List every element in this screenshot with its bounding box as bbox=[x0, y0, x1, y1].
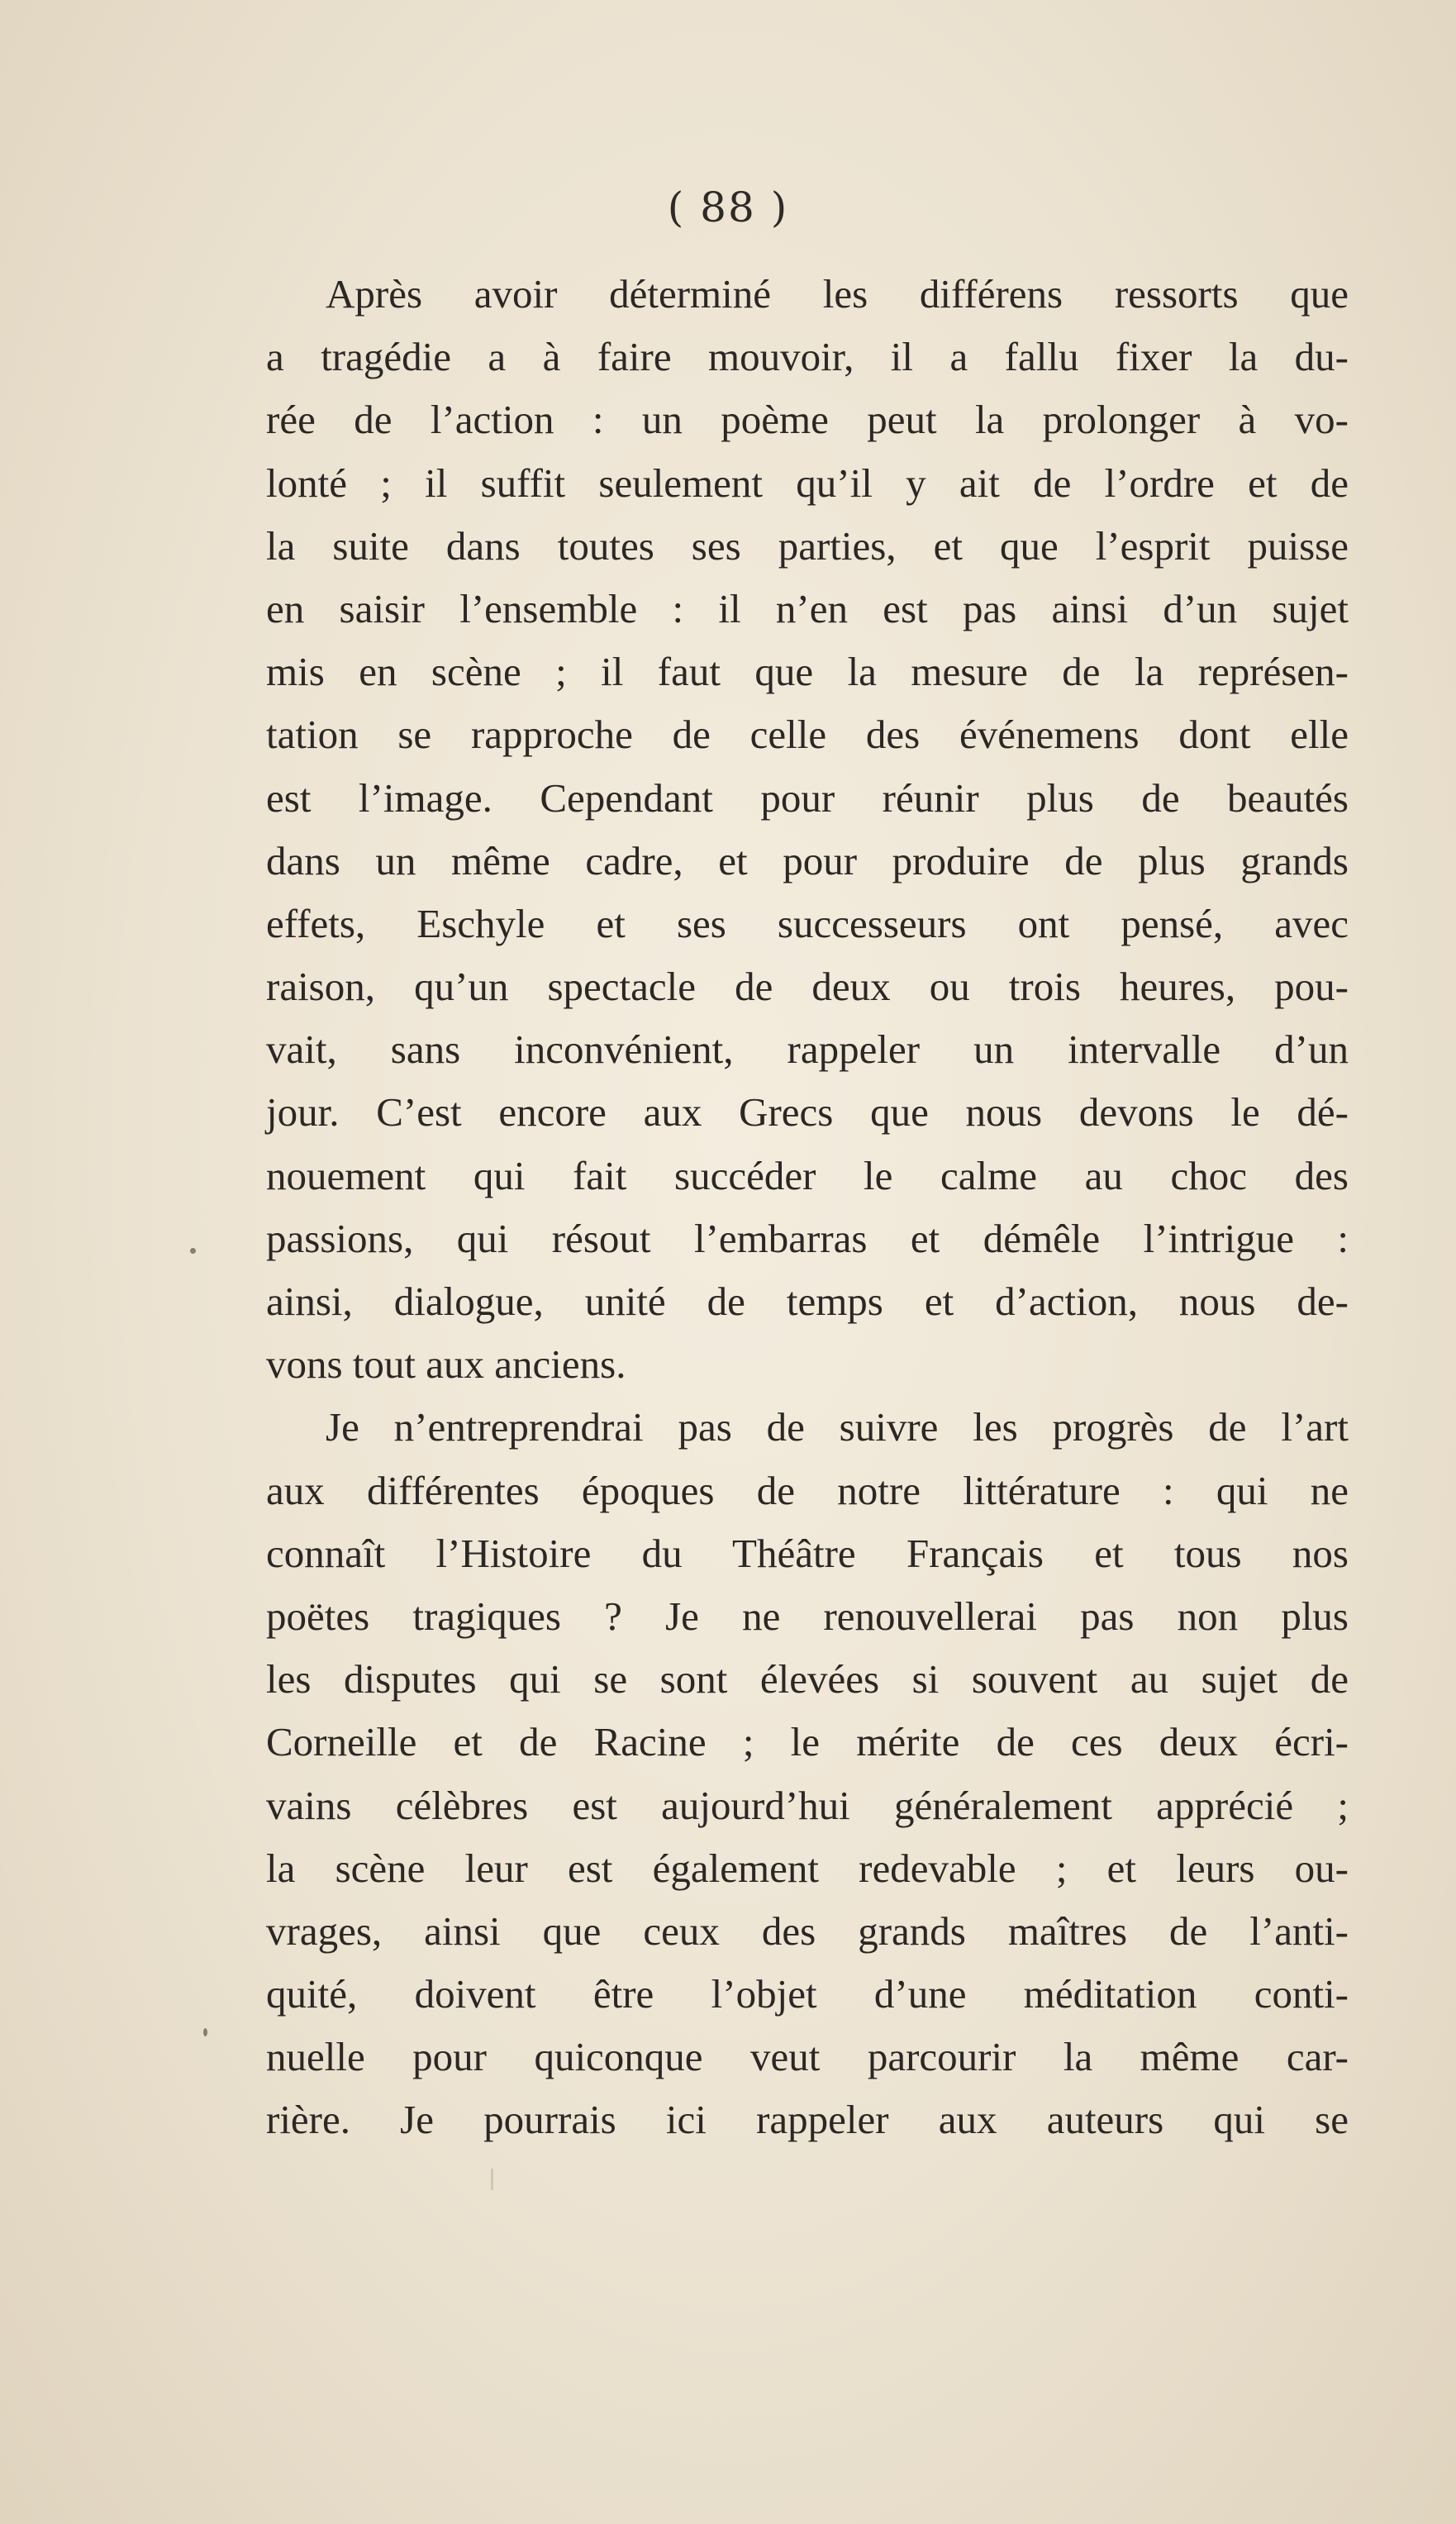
text-line: rière. Je pourrais ici rappeler aux auteurs qui se bbox=[266, 2097, 1349, 2143]
text-line: nouement qui fait succéder le calme au choc des bbox=[266, 1152, 1349, 1198]
text-line: dans un même cadre, et pour produire de plus grands bbox=[266, 837, 1349, 883]
paper-mark bbox=[491, 2169, 493, 2190]
text-line: la suite dans toutes ses parties, et que l’esprit puisse bbox=[266, 522, 1349, 569]
text-line: ainsi, dialogue, unité de temps et d’action, nous de- bbox=[266, 1279, 1349, 1324]
text-line: Après avoir déterminé les différens ressorts que bbox=[326, 271, 1349, 317]
text-line: a tragédie a à faire mouvoir, il a fallu fixer la du- bbox=[266, 334, 1349, 380]
text-line: vons tout aux anciens. bbox=[266, 1341, 626, 1388]
text-line: la scène leur est également redevable ; et leurs ou- bbox=[266, 1845, 1349, 1891]
text-line: poëtes tragiques ? Je ne renouvellerai pas non plus bbox=[266, 1593, 1349, 1639]
page-number: ( 88 ) bbox=[667, 183, 789, 231]
text-line: est l’image. Cependant pour réunir plus de beautés bbox=[266, 774, 1349, 821]
text-line: lonté ; il suffit seulement qu’il y ait de l’ordre et de bbox=[266, 460, 1349, 506]
text-line: en saisir l’ensemble : il n’en est pas ainsi d’un sujet bbox=[266, 585, 1349, 631]
text-line: passions, qui résout l’embarras et démêle l’intrigue : bbox=[266, 1215, 1349, 1261]
text-line: Je n’entreprendrai pas de suivre les progrès de l’art bbox=[326, 1404, 1349, 1450]
text-line: aux différentes époques de notre littérature : qui ne bbox=[266, 1467, 1349, 1513]
ink-speck bbox=[203, 2028, 207, 2036]
text-line: jour. C’est encore aux Grecs que nous devons le dé- bbox=[266, 1089, 1349, 1136]
text-line: Corneille et de Racine ; le mérite de ces deux écri- bbox=[266, 1719, 1349, 1765]
text-line: tation se rapproche de celle des événemens dont elle bbox=[266, 712, 1349, 758]
text-line: quité, doivent être l’objet d’une méditation conti- bbox=[266, 1971, 1349, 2017]
text-line: vrages, ainsi que ceux des grands maîtres de l’anti- bbox=[266, 1907, 1349, 1954]
ink-speck bbox=[190, 1248, 196, 1254]
text-line: nuelle pour quiconque veut parcourir la même car- bbox=[266, 2034, 1349, 2080]
text-line: mis en scène ; il faut que la mesure de la représen- bbox=[266, 649, 1349, 695]
text-line: connaît l’Histoire du Théâtre Français et tous nos bbox=[266, 1530, 1349, 1576]
text-line: raison, qu’un spectacle de deux ou trois heures, pou- bbox=[266, 964, 1349, 1010]
text-line: vait, sans inconvénient, rappeler un intervalle d’un bbox=[266, 1026, 1349, 1073]
text-line: rée de l’action : un poème peut la prolonger à vo- bbox=[266, 397, 1349, 443]
body-text bbox=[266, 263, 1349, 2152]
text-line: effets, Eschyle et ses successeurs ont pensé, avec bbox=[266, 900, 1349, 946]
text-line: vains célèbres est aujourd’hui généralement apprécié ; bbox=[266, 1782, 1349, 1828]
text-line: les disputes qui se sont élevées si souvent au sujet de bbox=[266, 1656, 1349, 1703]
